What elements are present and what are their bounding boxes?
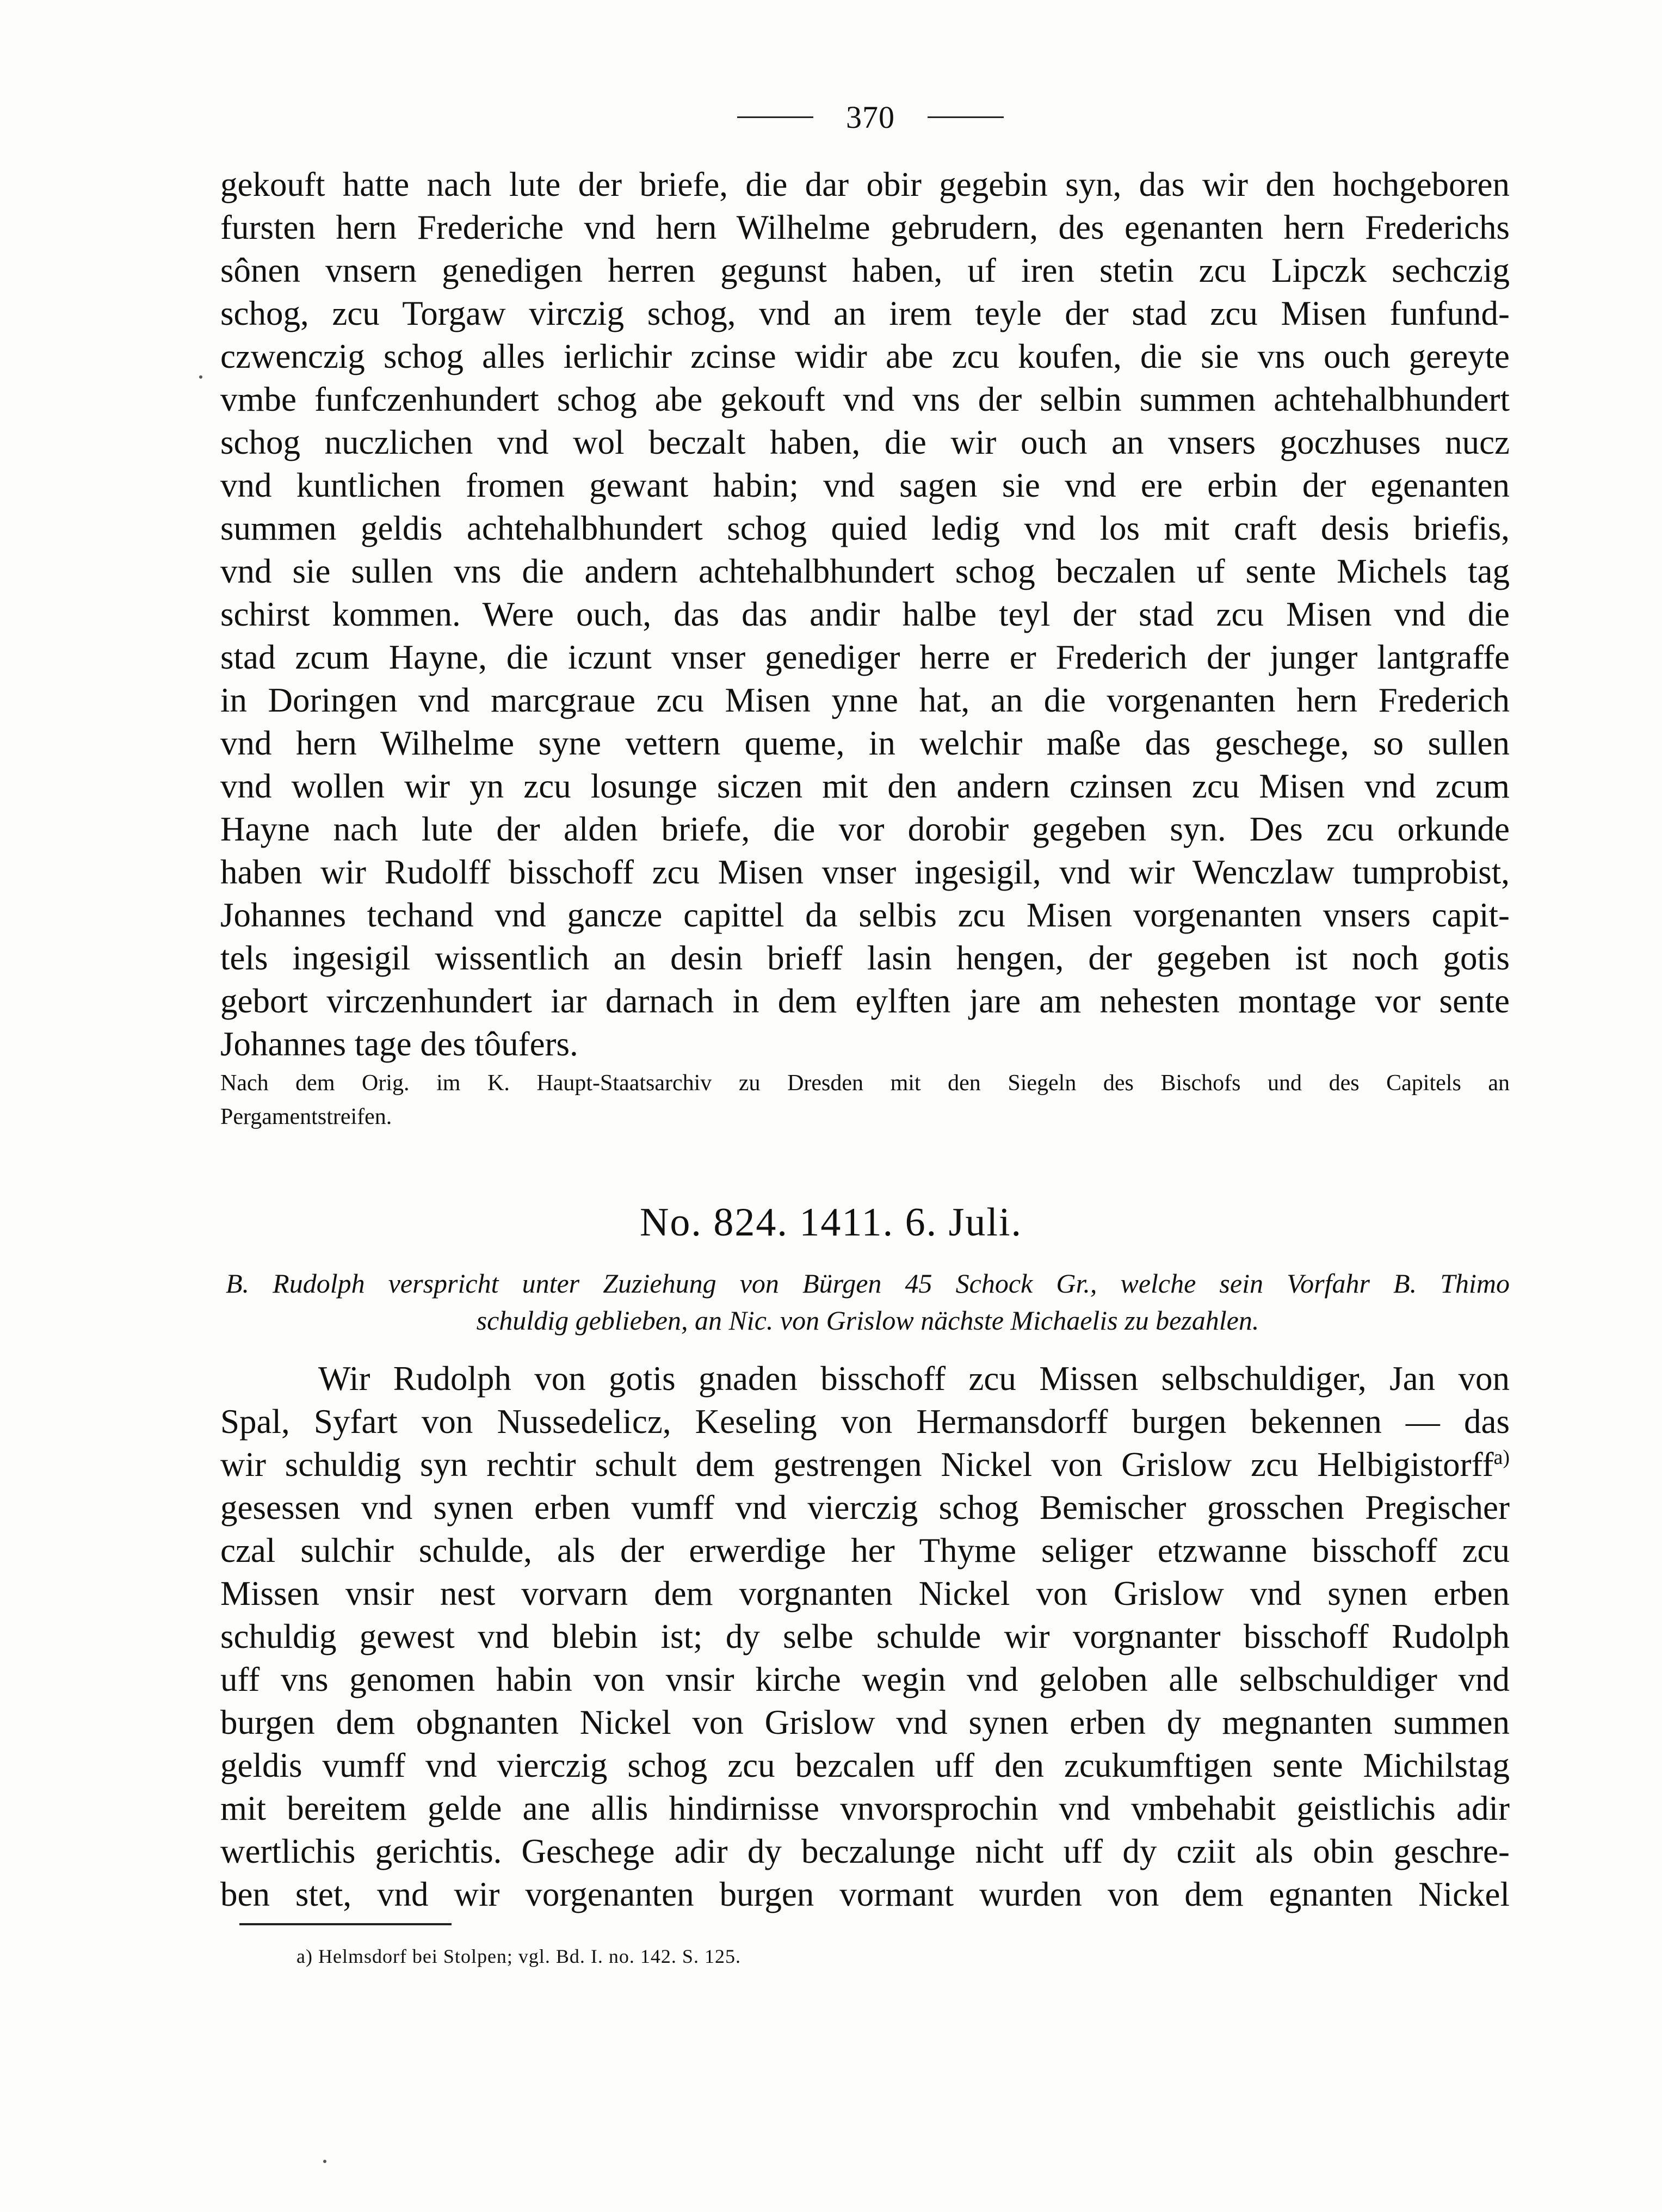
text-line: haben wir Rudolff bisschoff zcu Misen vnser ingesigil, vnd wir Wenczlaw tumprobist, [220,853,1510,891]
page-header [729,95,1012,139]
text-line: schuldig gewest vnd blebin ist; dy selbe schulde wir vorgnanter bisschoff Rudolph [220,1617,1510,1655]
text-line: Wir Rudolph von gotis gnaden bisschoff zcu Missen selbschuldiger, Jan von [318,1360,1510,1398]
text-line: gekouft hatte nach lute der briefe, die dar obir gegebin syn, das wir den hochgeboren [220,165,1510,203]
footnote-marker[interactable]: a) [1493,1446,1510,1469]
text-line: schog, zcu Torgaw virczig schog, vnd an irem teyle der stad zcu Misen funfund- [220,294,1510,332]
regest-line: schuldig geblieben, an Nic. von Grislow nächste Michaelis zu bezahlen. [476,1305,1259,1336]
document-824-text [220,1357,1510,1916]
regest-line: B. Rudolph verspricht unter Zuziehung von Bürgen 45 Schock Gr., welche sein Vorfahr B. Thimo [226,1268,1510,1299]
text-line: schog nuczlichen vnd wol beczalt haben, die wir ouch an vnsers goczhuses nucz [220,423,1510,461]
footnote-rule [239,1923,452,1925]
text-line: vnd sie sullen vns die andern achtehalbhundert schog beczalen uf sente Michels tag [220,552,1510,590]
footnote: a) Helmsdorf bei Stolpen; vgl. Bd. I. no. 142. S. 125. [296,1945,741,1967]
text-line: vnd kuntlichen fromen gewant habin; vnd sagen sie vnd ere erbin der egenanten [220,466,1510,504]
text-line-with-footnote [220,1443,1510,1486]
text-line: burgen dem obgnanten Nickel von Grislow vnd synen erben dy megnanten summen [220,1703,1510,1741]
text-line: gesessen vnd synen erben vumff vnd vierczig schog Bemischer grosschen Pregischer [220,1488,1510,1527]
text-line: czwenczig schog alles ierlichir zcinse widir abe zcu koufen, die sie vns ouch gereyte [220,337,1510,375]
text-line: Spal, Syfart von Nussedelicz, Keseling von Hermansdorff burgen bekennen — das [220,1402,1510,1441]
text-line: summen geldis achtehalbhundert schog quied ledig vnd los mit craft desis briefis, [220,509,1510,547]
text-line: gebort virczenhundert iar darnach in dem eylften jare am nehesten montage vor sente [220,982,1510,1020]
header-rule-right [928,116,1004,118]
text-line: schirst kommen. Were ouch, das das andir halbe teyl der stad zcu Misen vnd die [220,595,1510,633]
text-line: czal sulchir schulde, als der erwerdige her Thyme seliger etzwanne bisschoff zcu [220,1531,1510,1570]
header-rule-left [737,116,813,118]
document-823-text [220,163,1510,1066]
scan-speck [199,375,202,379]
regest-summary [226,1265,1510,1339]
text-line: stad zcum Hayne, die iczunt vnser genediger herre er Frederich der junger lantgraffe [220,638,1510,676]
text-line: vmbe funfczenhundert schog abe gekouft vnd vns der selbin summen achtehalbhundert [220,380,1510,418]
text-line: vnd hern Wilhelme syne vettern queme, in welchir maße das geschege, so sullen [220,724,1510,762]
text-line: Hayne nach lute der alden briefe, die vor dorobir gegeben syn. Des zcu orkunde [220,810,1510,848]
scan-speck [323,2160,326,2163]
text-line: ben stet, vnd wir vorgenanten burgen vormant wurden von dem egnanten Nickel [220,1875,1510,1913]
text-line: fursten hern Frederiche vnd hern Wilhelme gebrudern, des egenanten hern Frederichs [220,208,1510,246]
source-note-line: Nach dem Orig. im K. Haupt-Staatsarchiv zu Dresden mit den Siegeln des Bischofs und des Capitels an [220,1071,1510,1096]
document-heading: No. 824. 1411. 6. Juli. [639,1200,1023,1245]
text-line-content: wir schuldig syn rechtir schult dem gestrengen Nickel von Grislow zcu Helbigistorff [220,1445,1494,1484]
page-number: 370 [846,99,895,135]
text-line: mit bereitem gelde ane allis hindirnisse vnvorsprochin vnd vmbehabit geistlichis adir [220,1789,1510,1827]
text-line: Johannes tage des tôufers. [220,1025,578,1063]
text-line: in Doringen vnd marcgraue zcu Misen ynne hat, an die vorgenanten hern Frederich [220,681,1510,719]
source-note-line: Pergamentstreifen. [220,1104,392,1129]
text-line: Missen vnsir nest vorvarn dem vorgnanten Nickel von Grislow vnd synen erben [220,1574,1510,1612]
source-note [220,1066,1510,1134]
text-line: vnd wollen wir yn zcu losunge siczen mit den andern czinsen zcu Misen vnd zcum [220,767,1510,805]
text-line: uff vns genomen habin von vnsir kirche wegin vnd geloben alle selbschuldiger vnd [220,1660,1510,1698]
text-line: sônen vnsern genedigen herren gegunst haben, uf iren stetin zcu Lipczk sechczig [220,251,1510,289]
text-line: geldis vumff vnd vierczig schog zcu bezcalen uff den zcukumftigen sente Michilstag [220,1746,1510,1784]
text-line: tels ingesigil wissentlich an desin brieff lasin hengen, der gegeben ist noch gotis [220,939,1510,977]
text-line: Johannes techand vnd gancze capittel da selbis zcu Misen vorgenanten vnsers capit- [220,896,1510,934]
text-line: wertlichis gerichtis. Geschege adir dy beczalunge nicht uff dy cziit als obin geschre- [220,1832,1510,1870]
